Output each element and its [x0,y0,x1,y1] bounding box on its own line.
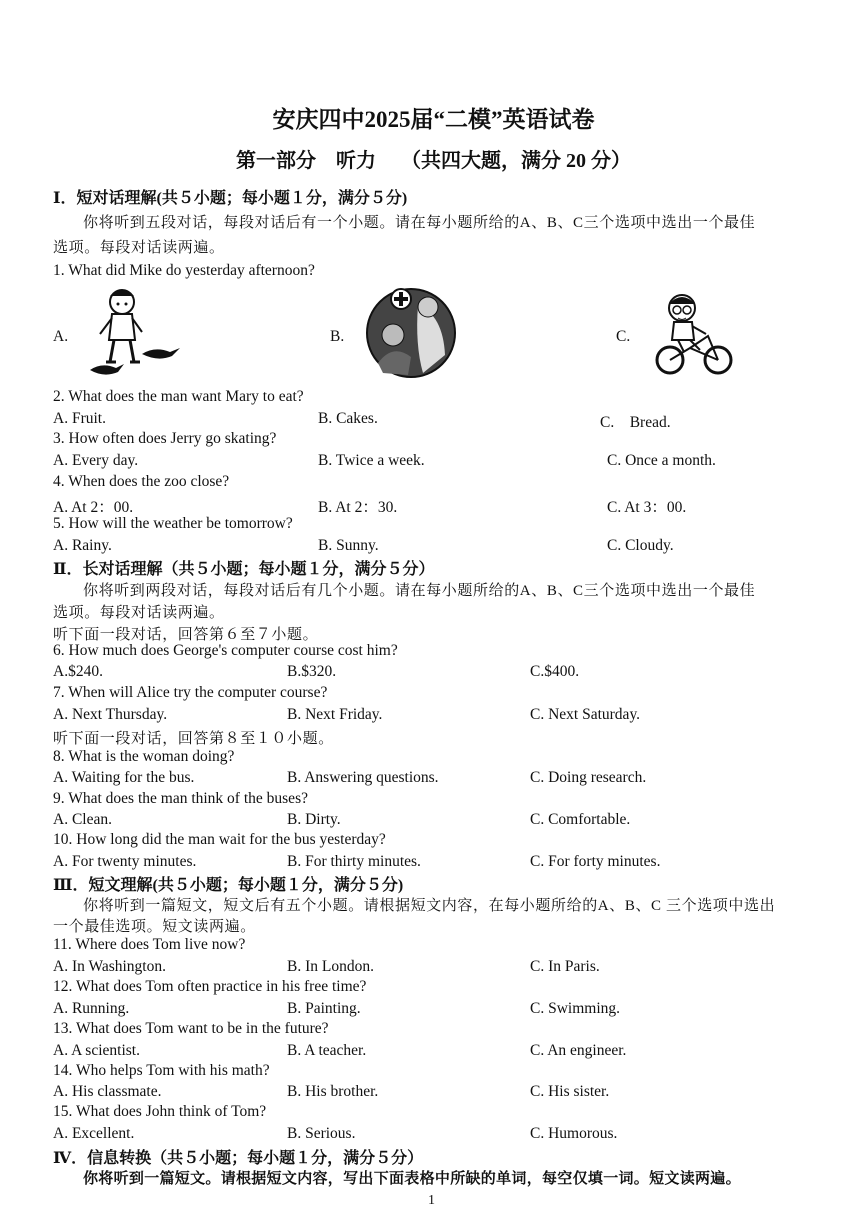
q10-option-a: A. For twenty minutes. [53,853,197,870]
q11-option-b: B. In London. [287,958,374,975]
q14-option-b: B. His brother. [287,1083,379,1100]
q9-option-b: B. Dirty. [287,811,341,828]
section-1-instruction: 你将听到五段对话，每段对话后有一个小题。请在每小题所给的A、B、C三个选项中选出一个最佳 [83,215,756,231]
question-8: 8. What is the woman doing? [53,748,235,765]
q14-option-c: C. His sister. [530,1083,610,1100]
section-2-instruction-cont: 选项。每段对话读两遍。 [53,605,225,621]
section-2-subinstruction-1: 听下面一段对话，回答第６至７小题。 [53,627,319,643]
q4-option-a: A. At 2：00. [53,499,134,516]
question-13: 13. What does Tom want to be in the future? [53,1020,329,1037]
boy-riding-bike-icon [652,290,737,378]
q15-option-c: C. Humorous. [530,1125,618,1142]
q4-option-c: C. At 3：00. [607,499,687,516]
q12-option-c: C. Swimming. [530,1000,621,1017]
q12-option-b: B. Painting. [287,1000,361,1017]
section-3-instruction: 你将听到一篇短文，短文后有五个小题。请根据短文内容，在每小题所给的A、B、C 三个选项中选出 [83,898,776,914]
q5-option-b: B. Sunny. [318,537,379,554]
q15-option-a: A. Excellent. [53,1125,135,1142]
q7-option-a: A. Next Thursday. [53,706,168,723]
q14-option-a: A. His classmate. [53,1083,162,1100]
question-1: 1. What did Mike do yesterday afternoon? [53,262,315,279]
question-10: 10. How long did the man wait for the bus yesterday? [53,831,386,848]
q11-option-c: C. In Paris. [530,958,600,975]
q4-option-b: B. At 2：30. [318,499,398,516]
boy-feeding-birds-icon [80,282,190,382]
section-4-heading: Ⅳ．信息转换（共５小题；每小题１分，满分５分） [53,1150,424,1167]
q7-option-b: B. Next Friday. [287,706,383,723]
q2-option-b: B. Cakes. [318,410,378,427]
q3-option-c: C. Once a month. [607,452,716,469]
q13-option-a: A. A scientist. [53,1042,140,1059]
q2-option-c: C. Bread. [600,414,671,431]
section-2-instruction: 你将听到两段对话，每段对话后有几个小题。请在每小题所给的A、B、C三个选项中选出一个最佳 [83,583,756,599]
q8-option-b: B. Answering questions. [287,769,439,786]
q5-option-a: A. Rainy. [53,537,112,554]
q1-option-c-label: C. [616,328,631,345]
question-2: 2. What does the man want Mary to eat? [53,388,304,405]
section-4-instruction: 你将听到一篇短文。请根据短文内容，写出下面表格中所缺的单词，每空仅填一词。短文读两遍。 [83,1171,741,1187]
q8-option-c: C. Doing research. [530,769,647,786]
q6-option-b: B.$320. [287,663,337,680]
question-12: 12. What does Tom often practice in his free time? [53,978,367,995]
q3-option-b: B. Twice a week. [318,452,425,469]
q2-option-a: A. Fruit. [53,410,106,427]
question-4: 4. When does the zoo close? [53,473,230,490]
q13-option-b: B. A teacher. [287,1042,367,1059]
q13-option-c: C. An engineer. [530,1042,627,1059]
q1-option-b-label: B. [330,328,345,345]
q3-option-a: A. Every day. [53,452,139,469]
page-number: 1 [428,1193,435,1208]
question-5: 5. How will the weather be tomorrow? [53,515,293,532]
part-subtitle: 第一部分 听力 （共四大题，满分 20 分） [236,150,631,172]
q11-option-a: A. In Washington. [53,958,166,975]
section-2-heading: Ⅱ．长对话理解（共５小题；每小题１分，满分５分） [53,561,435,578]
exam-title: 安庆四中2025届“二模”英语试卷 [272,107,595,132]
q5-option-c: C. Cloudy. [607,537,674,554]
q6-option-a: A.$240. [53,663,103,680]
question-15: 15. What does John think of Tom? [53,1103,267,1120]
q9-option-a: A. Clean. [53,811,112,828]
q15-option-b: B. Serious. [287,1125,356,1142]
q8-option-a: A. Waiting for the bus. [53,769,195,786]
question-14: 14. Who helps Tom with his math? [53,1062,270,1079]
section-1-heading: Ⅰ．短对话理解(共５小题；每小题１分，满分５分) [53,190,408,207]
question-6: 6. How much does George's computer course cost him? [53,642,398,659]
section-2-subinstruction-2: 听下面一段对话，回答第８至１０小题。 [53,731,334,747]
question-3: 3. How often does Jerry go skating? [53,430,277,447]
q9-option-c: C. Comfortable. [530,811,631,828]
question-7: 7. When will Alice try the computer course? [53,684,328,701]
section-3-heading: Ⅲ．短文理解(共５小题；每小题１分，满分５分) [53,877,404,894]
q12-option-a: A. Running. [53,1000,130,1017]
section-1-instruction-cont: 选项。每段对话读两遍。 [53,240,225,256]
q10-option-b: B. For thirty minutes. [287,853,421,870]
section-3-instruction-cont: 一个最佳选项。短文读两遍。 [53,919,256,935]
q1-option-a-label: A. [53,328,69,345]
q7-option-c: C. Next Saturday. [530,706,641,723]
question-11: 11. Where does Tom live now? [53,936,246,953]
q10-option-c: C. For forty minutes. [530,853,661,870]
q6-option-c: C.$400. [530,663,580,680]
question-9: 9. What does the man think of the buses? [53,790,308,807]
doctor-visit-icon [363,285,458,380]
